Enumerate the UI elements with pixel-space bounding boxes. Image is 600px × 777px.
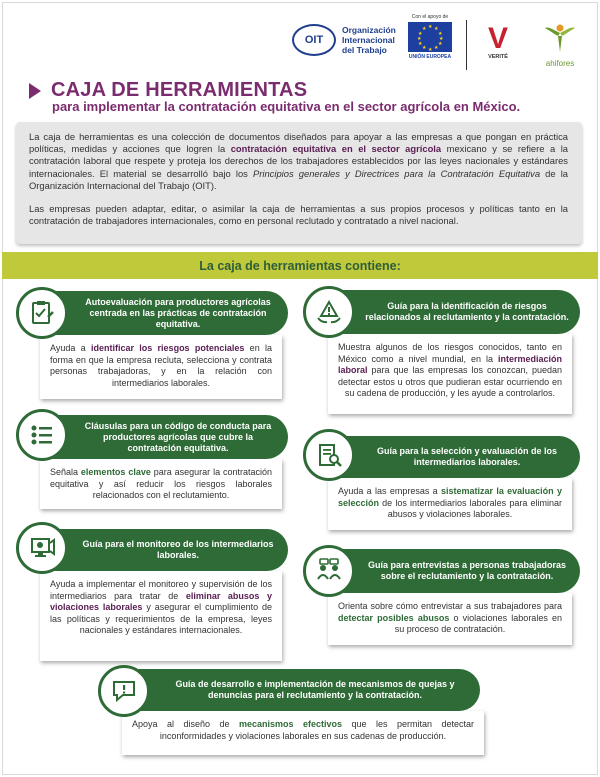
chat-alert-icon: [98, 665, 150, 717]
intro-paragraph-1: [29, 131, 568, 192]
logo-bar: [0, 12, 600, 72]
card-title: Guía para entrevistas a personas trabajadoras sobre el reclutamiento y la contratación.: [338, 549, 580, 593]
card-body: [40, 571, 282, 661]
eu-logo: [408, 14, 452, 60]
card-body-highlight: detectar posibles abusos: [338, 612, 450, 623]
list-icon: [16, 409, 68, 461]
card-body: [328, 478, 572, 530]
ahifores-logo: [542, 22, 578, 68]
card-title: Guía para el monitoreo de los intermediarios laborales.: [52, 529, 288, 571]
card-body: [328, 334, 572, 414]
card-body-text: y asegurar el cumplimiento de las políticas y requerimientos de la empresa, leyes nacionales y estándares internacionales.: [50, 602, 273, 635]
card-body-highlight: elementos clave: [80, 467, 151, 477]
card-body-highlight: identificar los riesgos potenciales: [90, 343, 245, 353]
page-title: CAJA DE HERRAMIENTAS: [51, 79, 308, 101]
oit-name: [342, 25, 396, 55]
title-arrow-icon: [29, 83, 41, 99]
oit-logo: [292, 24, 396, 56]
verite-logo: [488, 24, 508, 60]
intro-box: [16, 122, 582, 244]
card-body-text: para que las empresas los conozcan, puedan detectar estos u otros que pudieran estar ocurriendo en su cadena de producción, y les ayude a controlarlos.: [338, 365, 562, 398]
card-body: [40, 335, 282, 399]
intro-highlight: contratación equitativa en el sector agrícola: [230, 143, 442, 155]
intro-text: de la Organización Internacional del Trabajo (OIT).: [29, 167, 569, 191]
verite-name: VERITÉ: [488, 54, 508, 60]
card-title: Cláusulas para un código de conducta para productores agrícolas que cubre la contratación equitativa.: [52, 415, 288, 459]
eu-support-text: Con el apoyo de: [411, 14, 449, 20]
card-body: [40, 459, 282, 509]
card-body-highlight: intermediación laboral: [338, 353, 562, 375]
card-body-text: Ayuda a: [50, 343, 91, 353]
card-body-text: o violaciones laborales en su proceso de contratación.: [394, 612, 562, 634]
intro-paragraph-2: Las empresas pueden adaptar, editar, o asimilar la caja de herramientas a sus propios procesos y políticas tanto en la contratación de trabajadores internacionales, como en personal reclutado y contratado a nivel nacional.: [29, 203, 568, 227]
logo-divider: [466, 20, 467, 70]
ahifores-person-icon: [542, 22, 578, 54]
card-title: Guía para la selección y evaluación de los intermediarios laborales.: [338, 436, 580, 478]
card-body-highlight: eliminar abusos y violaciones laborales: [50, 590, 272, 612]
card-body: [328, 593, 572, 645]
oit-name-line: Organización: [342, 25, 396, 35]
warning-hands-icon: [303, 286, 355, 338]
document-search-icon: [303, 429, 355, 481]
card-body-text: en la forma en que la empresa recluta, selecciona y contrata personas trabajadoras, y en la relación con intermediarios laborales.: [50, 343, 272, 388]
intro-text: mexicano y se refiere a la contratación laboral que respete y proteja los derechos de los trabajadores establecidos por las leyes nacionales y estándares internacionales. El material se desarrolló bajo los: [29, 143, 568, 179]
card-title: Guía de desarrollo e implementación de mecanismos de quejas y denuncias para el reclutamiento y la contratación.: [134, 669, 480, 711]
oit-name-line: del Trabajo: [342, 45, 387, 55]
oit-emblem-icon: OIT: [292, 24, 336, 56]
card-body-text: Ayuda a implementar el monitoreo y supervisión de los intermediarios para tratar de: [50, 579, 272, 601]
page-subtitle: para implementar la contratación equitativa en el sector agrícola en México.: [52, 99, 521, 114]
card-title: Guía para la identificación de riesgos relacionados al reclutamiento y la contratación.: [338, 290, 580, 334]
verite-v-icon: V: [488, 22, 509, 55]
section-banner: La caja de herramientas contiene:: [2, 252, 598, 279]
card-body-text: Orienta sobre cómo entrevistar a sus trabajadores para: [338, 601, 562, 611]
card-body-text: Muestra algunos de los riesgos conocidos, tanto en México como a nivel mundial, en la: [338, 342, 562, 364]
card-body: [122, 711, 484, 755]
card-body-highlight: mecanismos efectivos: [238, 719, 343, 729]
card-title: Autoevaluación para productores agrícolas centrada en las prácticas de contratación equitativa.: [52, 291, 288, 335]
eu-flag-icon: ★ ★ ★ ★ ★ ★ ★ ★ ★ ★ ★ ★: [408, 22, 452, 52]
card-body-text: Apoya al diseño de: [132, 719, 239, 729]
monitor-icon: [16, 522, 68, 574]
ahifores-name: ahifores: [545, 59, 575, 68]
eu-name: UNIÓN EUROPEA: [408, 54, 452, 60]
card-body-highlight: sistematizar la evaluación y selección: [338, 486, 562, 508]
card-body-text: Señala: [50, 467, 81, 477]
card-body-text: para asegurar la contratación equitativa y así reducir los riesgos laborales relacionados con el reclutamiento.: [50, 467, 272, 500]
checklist-icon: [16, 287, 68, 339]
card-body-text: Ayuda a las empresas a: [338, 486, 441, 496]
card-body-text: de los intermediarios laborales para eliminar abusos y violaciones laborales.: [379, 497, 562, 519]
card-body-text: que les permitan detectar inconformidades y violaciones laborales en sus cadenas de producción.: [159, 719, 474, 741]
intro-text: La caja de herramientas es una colección de documentos diseñados para apoyar a las empresas a que pongan en práctica políticas, medidas y acciones que logren la: [29, 131, 568, 155]
intro-emphasis: Principios generales y Directrices para la Contratación Equitativa: [253, 167, 541, 179]
interview-icon: [303, 545, 355, 597]
oit-name-line: Internacional: [342, 35, 395, 45]
